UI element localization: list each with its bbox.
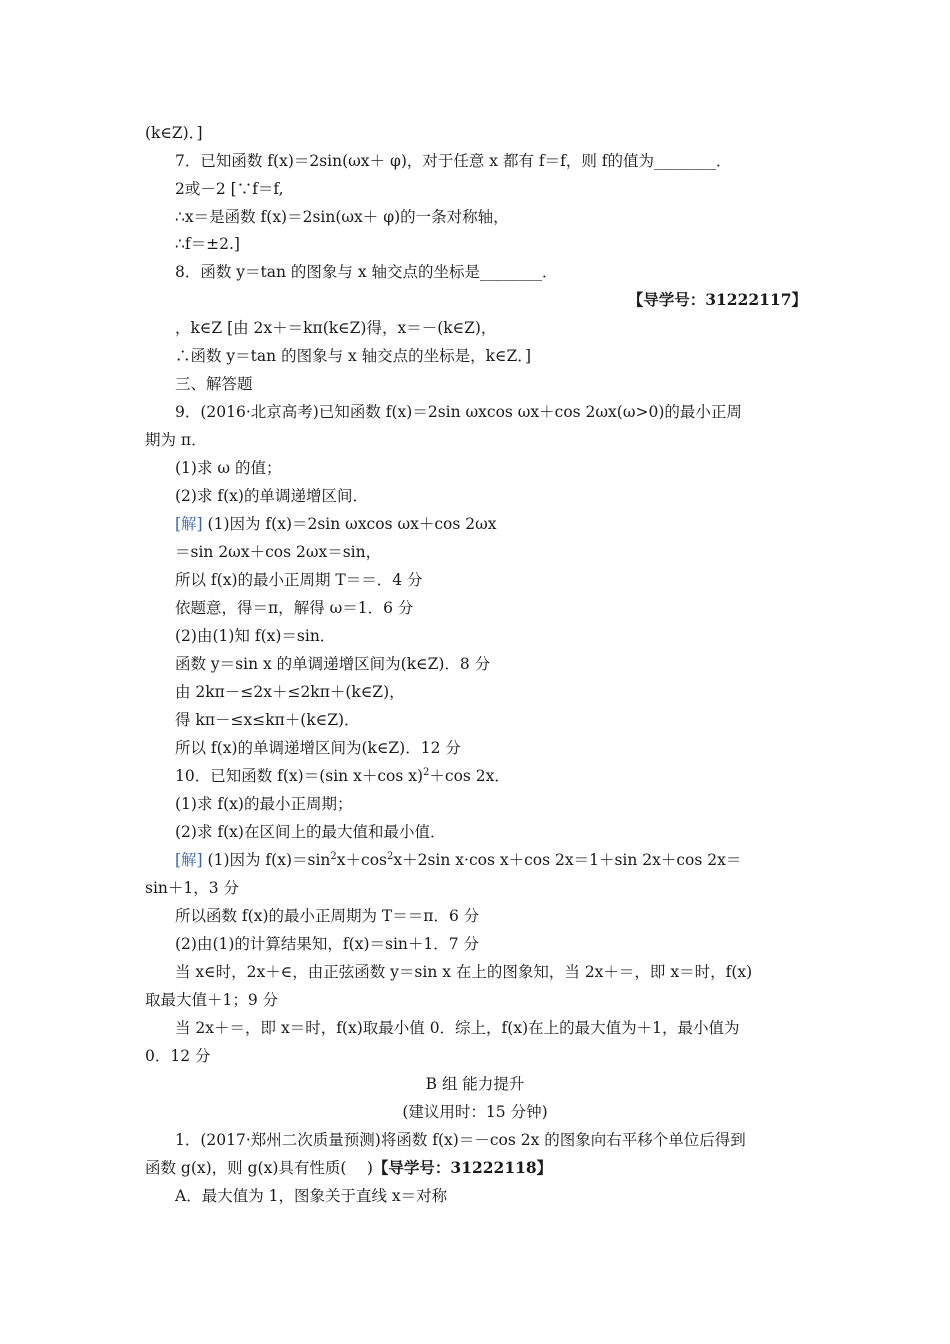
solution-9-line-7: 由 2kπ－≤2x＋≤2kπ＋(k∈Z)， [175,683,405,701]
suggested-time: (建议用时：15 分钟) [402,1103,548,1121]
answer-7-line-1: 2或－2 [∵f＝f, [175,180,284,198]
solution-tag: [解] [175,515,203,533]
solution-10-line-2: sin＋1，3 分 [145,879,240,897]
answer-7-line-2: ∴x＝是函数 f(x)＝2sin(ωx＋ φ)的一条对称轴， [175,208,509,226]
answer-7-line-3: ∴f＝±2.] [175,235,240,253]
question-10-part-2: (2)求 f(x)在区间上的最大值和最小值． [175,823,446,841]
question-9-line-1: 9．(2016·北京高考)已知函数 f(x)＝2sin ωxcos ωx＋cos 2ωx(ω>0)的最小正周 [175,403,742,421]
solution-9-line-6: 函数 y＝sin x 的单调递增区间为(k∈Z)．8 分 [175,655,491,673]
solution-10-line-6: 取最大值＋1；9 分 [145,991,279,1009]
question-10: 10．已知函数 f(x)＝(sin x＋cos x)$^2$＋cos 2x． [175,767,510,785]
solution-9-line-3: 所以 f(x)的最小正周期 T＝＝．4 分 [175,571,423,589]
solution-10-line-5: 当 x∈时，2x＋∈，由正弦函数 y＝sin x 在上的图象知，当 2x＋＝，即 x＝时，f(x) [175,963,753,981]
solution-9-line-2: ＝sin 2ωx＋cos 2ωx＝sin， [175,543,382,561]
guide-number: 【导学号：31222118】 [372,1158,553,1177]
question-b1-line-2: 函数 g(x)，则 g(x)具有性质( )【导学号：31222118】 [145,1158,553,1177]
question-b1-line-1: 1．(2017·郑州二次质量预测)将函数 f(x)＝－cos 2x 的图象向右平移个单位后得到 [175,1131,746,1149]
question-9-line-2: 期为 π． [145,431,207,449]
solution-10-line-7: 当 2x＋＝，即 x＝时，f(x)取最小值 0．综上，f(x)在上的最大值为＋1，最小值为 [175,1019,740,1037]
question-8: 8．函数 y＝tan 的图象与 x 轴交点的坐标是________． [175,263,558,281]
solution-10-line-3: 所以函数 f(x)的最小正周期为 T＝＝π．6 分 [175,907,480,925]
solution-9-line-4: 依题意，得＝π，解得 ω＝1．6 分 [175,599,414,617]
solution-9-line-1: [解] (1)因为 f(x)＝2sin ωxcos ωx＋cos 2ωx [175,515,497,533]
guide-number: 【导学号：31222117】 [627,290,807,309]
solution-tag: [解] [175,851,203,869]
answer-8-line-2: ∴函数 y＝tan 的图象与 x 轴交点的坐标是，k∈Z．] [175,347,532,365]
answer-8-line-1: ，k∈Z [由 2x＋＝kπ(k∈Z)得，x＝－(k∈Z)， [175,319,497,337]
section-heading: 三、解答题 [175,375,253,393]
solution-10-line-1: [解] (1)因为 $f(x)=\sin^2x+\cos^2x+2\sin$ x·cos x＋cos 2x＝1＋sin 2x＋cos 2x＝ [175,851,742,869]
solution-9-line-9: 所以 f(x)的单调递增区间为(k∈Z)．12 分 [175,739,461,757]
option-a: A．最大值为 1，图象关于直线 x＝对称 [175,1187,448,1205]
text-line: (k∈Z)．] [145,124,203,142]
question-9-part-2: (2)求 f(x)的单调递增区间． [175,487,368,505]
group-heading: B 组 能力提升 [425,1075,525,1093]
solution-9-line-8: 得 kπ－≤x≤kπ＋(k∈Z)． [175,711,360,729]
solution-10-line-8: 0．12 分 [145,1047,211,1065]
solution-9-line-5: (2)由(1)知 f(x)＝sin． [175,627,336,645]
question-10-part-1: (1)求 f(x)的最小正周期； [175,795,353,813]
question-7: 7．已知函数 f(x)＝2sin(ωx＋ φ)，对于任意 x 都有 f＝f，则 f的值为________． [175,152,732,170]
question-9-part-1: (1)求 ω 的值； [175,459,282,477]
solution-10-line-4: (2)由(1)的计算结果知，f(x)＝sin＋1．7 分 [175,935,480,953]
